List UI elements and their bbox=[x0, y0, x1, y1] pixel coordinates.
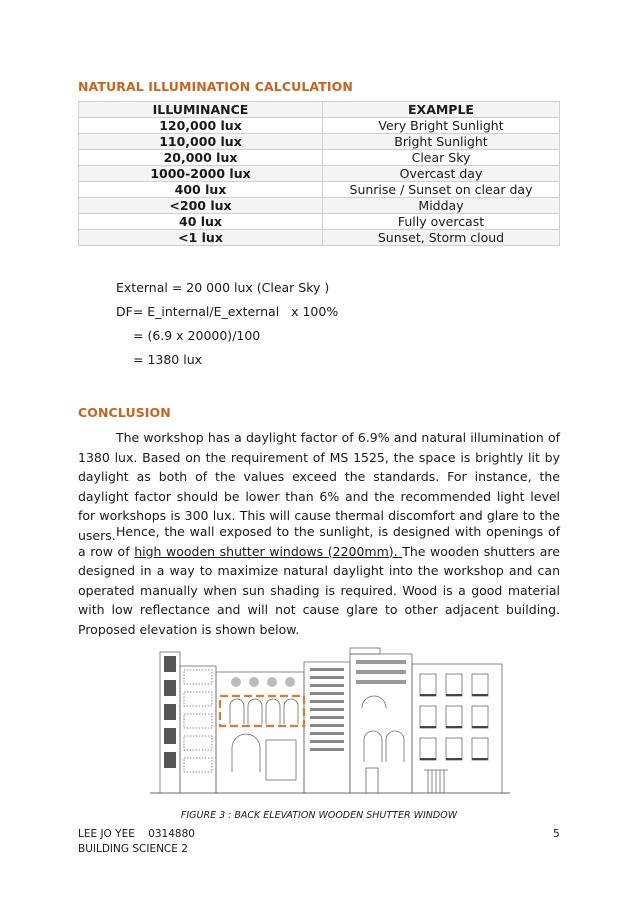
table-row bbox=[79, 150, 560, 166]
illuminance-cell: 20,000 lux bbox=[79, 150, 323, 166]
calc-formula: DF= E_internal/E_external x 100% bbox=[116, 304, 339, 319]
illuminance-table bbox=[78, 101, 560, 246]
page-number: 5 bbox=[553, 828, 560, 840]
illuminance-cell: 40 lux bbox=[79, 214, 323, 230]
conclusion-title: CONCLUSION bbox=[78, 405, 171, 420]
table-row bbox=[79, 214, 560, 230]
example-cell: Overcast day bbox=[323, 166, 560, 182]
table-row bbox=[79, 182, 560, 198]
calc-step: = (6.9 x 20000)/100 bbox=[133, 328, 261, 343]
illuminance-cell: 1000-2000 lux bbox=[79, 166, 323, 182]
column-header: EXAMPLE bbox=[323, 102, 560, 118]
example-cell: Sunrise / Sunset on clear day bbox=[323, 182, 560, 198]
column-header: ILLUMINANCE bbox=[79, 102, 323, 118]
calc-result: = 1380 lux bbox=[133, 352, 203, 367]
example-cell: Bright Sunlight bbox=[323, 134, 560, 150]
table-row bbox=[79, 230, 560, 246]
example-cell: Midday bbox=[323, 198, 560, 214]
paragraph-text: The wooden shutters are designed in a way to maximize natural daylight into the workshop and can operated manually when sun shading is required. Wood is a good material with low reflectance and will not cause glare to other adjacent building. Proposed elevation is shown below. bbox=[78, 543, 560, 637]
table-row bbox=[79, 198, 560, 214]
conclusion-paragraph-1: The workshop has a daylight factor of 6.9% and natural illumination of 1380 lux. Based on the requirement of MS 1525, the space is brightly lit by daylight as both of the values exceed the standards. For instance, the daylight factor should be lower than 6% and the recommended light level for workshops is 300 lux. This will cause thermal discomfort and glare to the users. bbox=[78, 430, 560, 543]
underlined-text: high wooden shutter windows (2200mm). bbox=[134, 543, 403, 559]
example-cell: Very Bright Sunlight bbox=[323, 118, 560, 134]
footer-course: BUILDING SCIENCE 2 bbox=[78, 843, 188, 855]
illuminance-cell: <200 lux bbox=[79, 198, 323, 214]
table-row bbox=[79, 134, 560, 150]
illuminance-cell: 110,000 lux bbox=[79, 134, 323, 150]
table-row bbox=[79, 118, 560, 134]
conclusion-paragraph-2 bbox=[78, 522, 560, 639]
example-cell: Clear Sky bbox=[323, 150, 560, 166]
illuminance-cell: 120,000 lux bbox=[79, 118, 323, 134]
figure-caption: FIGURE 3 : BACK ELEVATION WOODEN SHUTTER WINDOW bbox=[180, 810, 458, 821]
back-elevation-drawing bbox=[150, 644, 510, 796]
illuminance-cell: 400 lux bbox=[79, 182, 323, 198]
table-row bbox=[79, 166, 560, 182]
section-title: NATURAL ILLUMINATION CALCULATION bbox=[78, 79, 353, 94]
paragraph-text: Hence, the wall exposed to the sunlight, is designed with openings of a row of bbox=[78, 524, 560, 559]
calc-external: External = 20 000 lux (Clear Sky ) bbox=[116, 280, 330, 295]
example-cell: Sunset, Storm cloud bbox=[323, 230, 560, 246]
footer-author: LEE JO YEE 0314880 bbox=[78, 828, 195, 840]
illuminance-cell: <1 lux bbox=[79, 230, 323, 246]
example-cell: Fully overcast bbox=[323, 214, 560, 230]
table-header-row bbox=[79, 102, 560, 118]
